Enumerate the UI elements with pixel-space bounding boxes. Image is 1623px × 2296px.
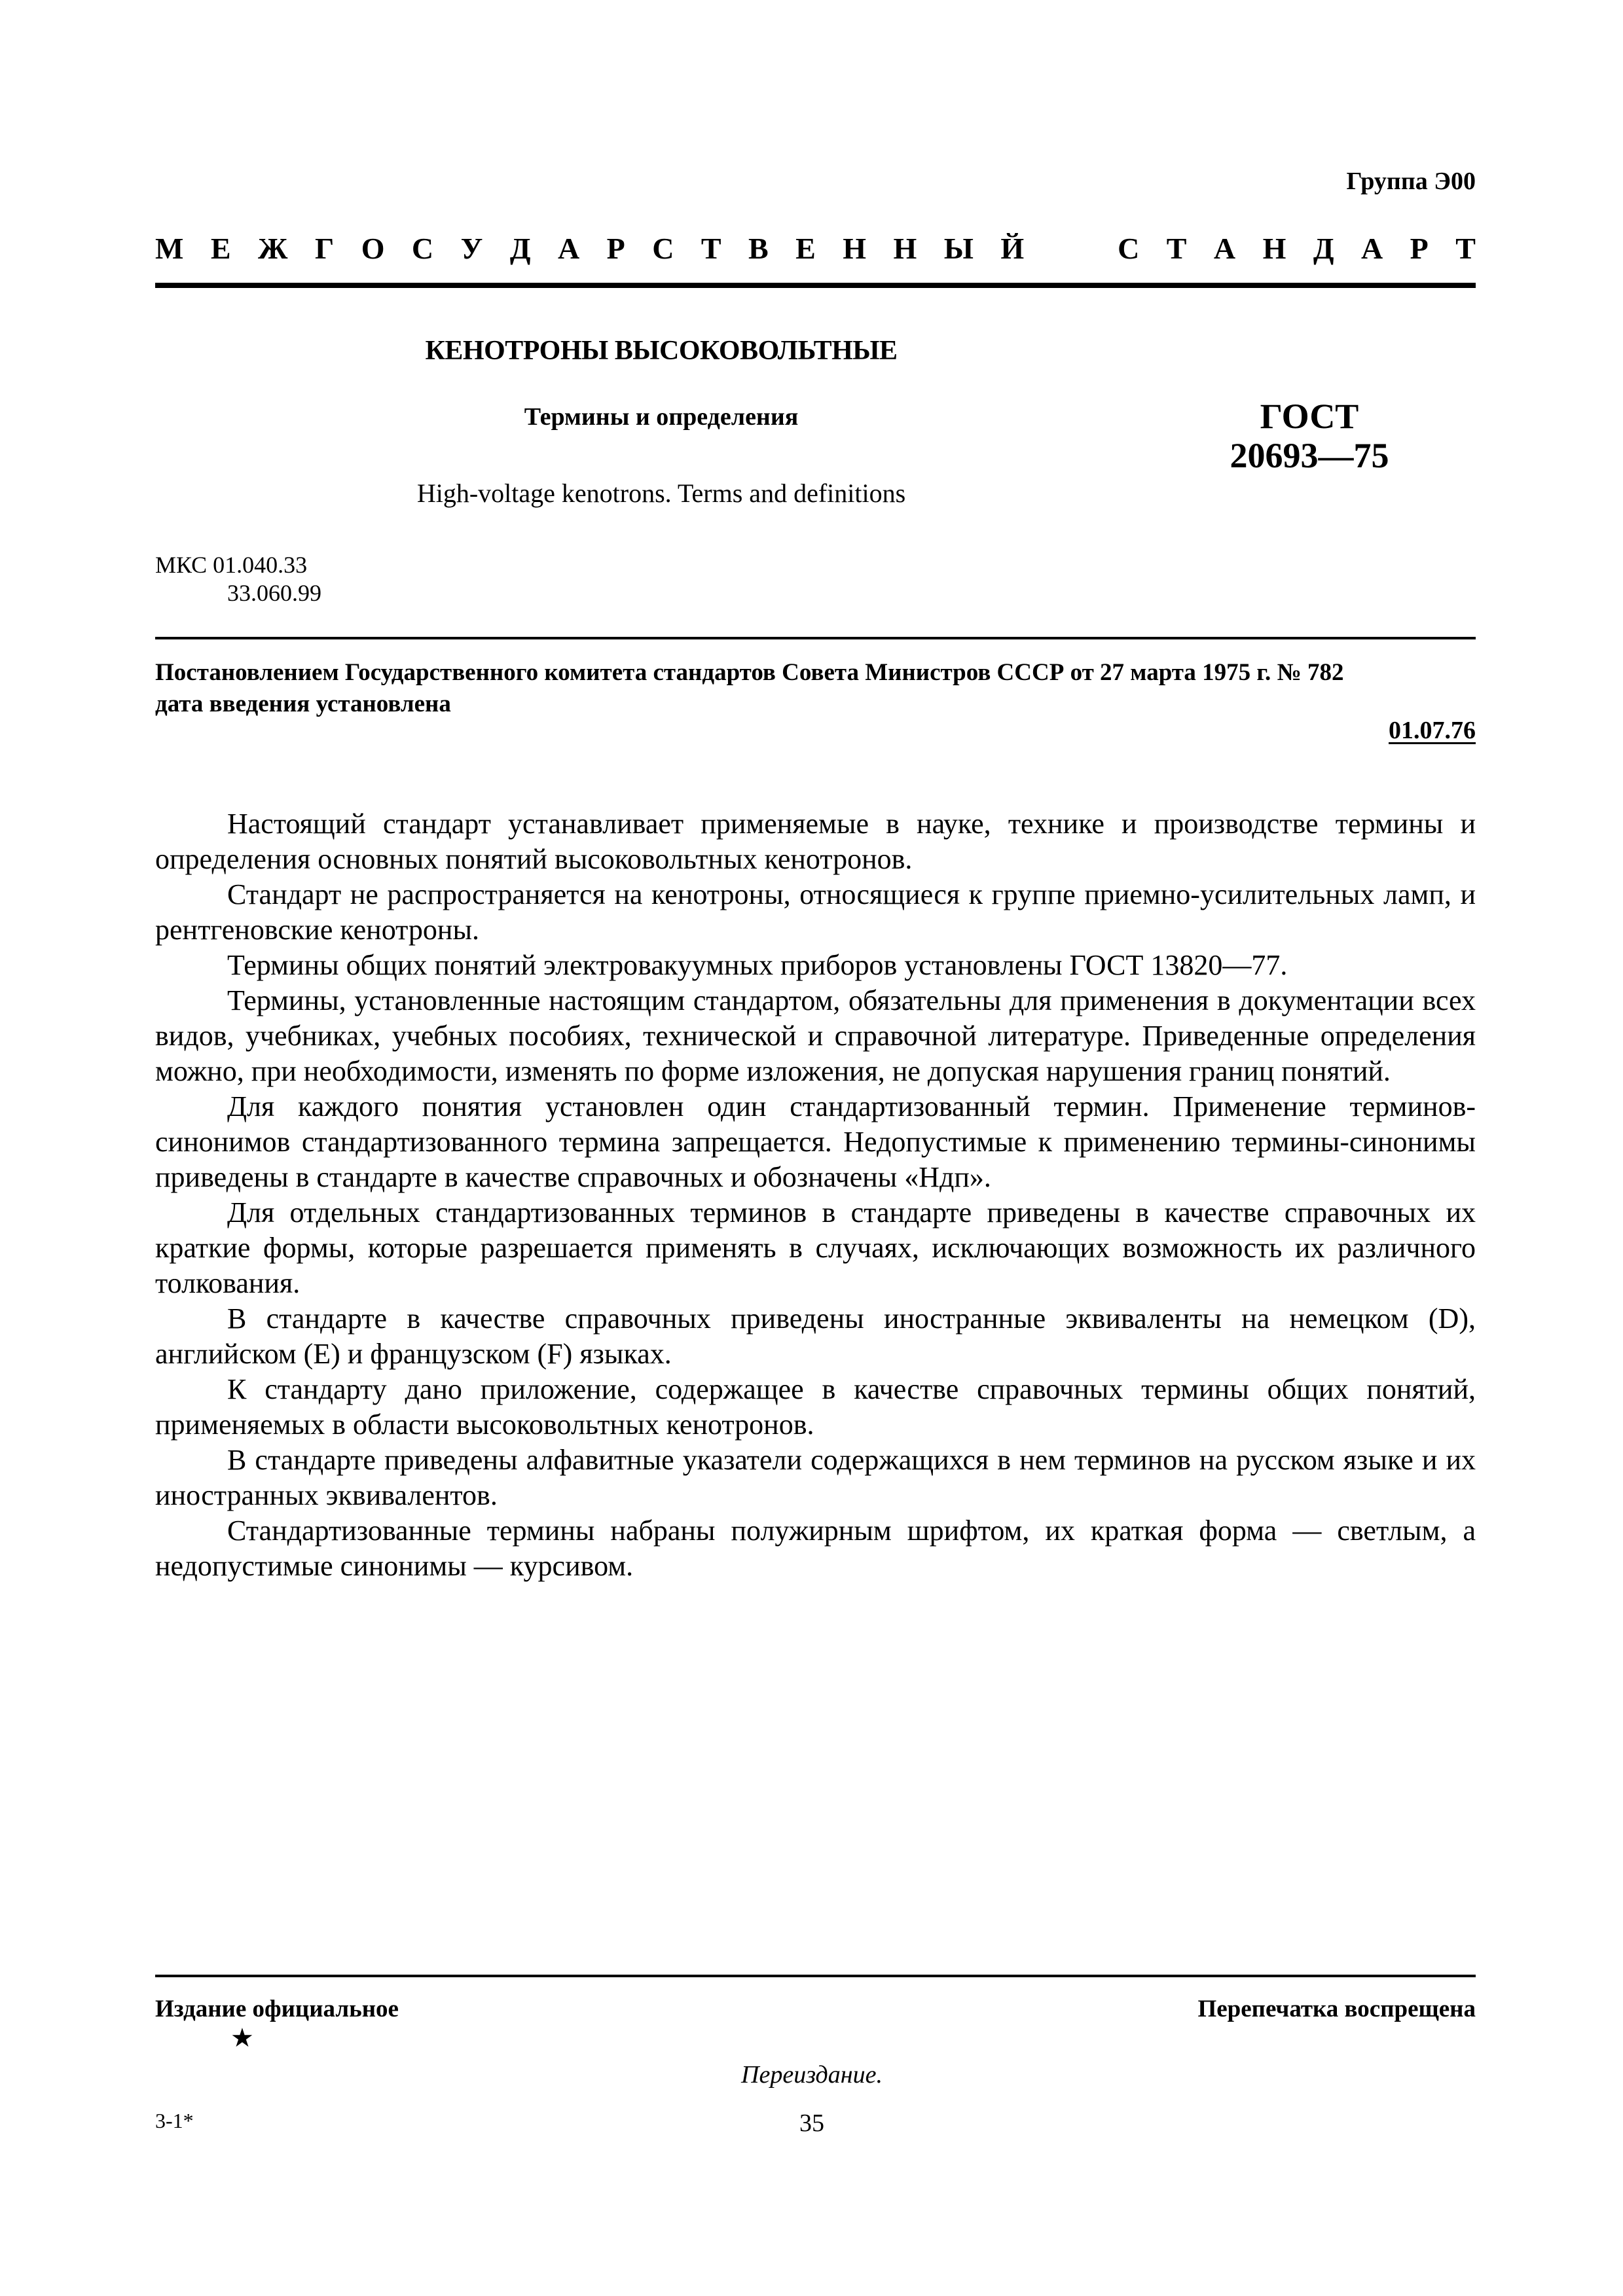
paragraph: Для каждого понятия установлен один стандартизованный термин. Применение терминов-синонимов стандартизованного термина запрещается. Недопустимые к применению термины-синонимы приведены в стандарте в качестве справочных и обозначены «Ндп». [155, 1090, 1476, 1193]
decree-line: Постановлением Государственного комитета стандартов Совета Министров СССР от 27 марта 1975 г. № 782 [155, 659, 1344, 686]
paragraph: Стандарт не распространяется на кенотроны, относящиеся к группе приемно-усилительных ламп, и рентгеновские кенотроны. [155, 878, 1476, 946]
banner-letter: М [155, 232, 184, 265]
paragraph: Настоящий стандарт устанавливает применяемые в науке, технике и производстве термины и определения основных понятий высоковольтных кенотронов. [155, 808, 1476, 875]
print-code: 3-1* [155, 2109, 194, 2132]
banner-letter: Ж [258, 232, 288, 265]
banner-letter: Т [1455, 232, 1476, 265]
banner-letter: Н [1262, 232, 1286, 265]
paragraph: Для отдельных стандартизованных терминов в стандарте приведены в качестве справочных их краткие формы, которые разрешается применять в случаях, исключающих возможность их различного толкования. [155, 1196, 1476, 1299]
english-title: High-voltage kenotrons. Terms and definitions [416, 478, 906, 508]
banner-letter: Н [843, 232, 867, 265]
gost-number: 20693—75 [1230, 436, 1389, 476]
reissue-note: Переиздание. [741, 2061, 883, 2089]
banner-letter: А [557, 232, 580, 265]
gost-label: ГОСТ [1260, 397, 1359, 436]
introduction-date: 01.07.76 [1389, 717, 1476, 744]
banner-letter: В [748, 232, 769, 265]
banner-letter: Е [210, 232, 231, 265]
banner-letter: Г [314, 232, 335, 265]
mks-code-1: МКС 01.040.33 [155, 552, 308, 578]
banner-letter: Н [893, 232, 917, 265]
paragraph: В стандарте приведены алфавитные указатели содержащихся в нем терминов на русском языке и их иностранных эквивалентов. [155, 1444, 1476, 1511]
banner-letter: Д [1313, 232, 1334, 265]
banner-letter: Р [1410, 232, 1429, 265]
gost-designation [1192, 397, 1427, 476]
banner-letter: Т [1166, 232, 1187, 265]
decree-line: дата введения установлена [155, 691, 451, 718]
banner-letter: Д [509, 232, 531, 265]
paragraph: Стандартизованные термины набраны полужирным шрифтом, их краткая форма — светлым, а недопустимые синонимы — курсивом. [155, 1515, 1476, 1582]
banner-letter: Т [701, 232, 721, 265]
page-number: 35 [799, 2109, 824, 2137]
star-icon: ★ [230, 2023, 254, 2053]
paragraph: Термины общих понятий электровакуумных приборов установлены ГОСТ 13820—77. [227, 949, 1288, 981]
header-rule [155, 283, 1476, 288]
banner-letter: Ы [943, 232, 974, 265]
banner-letter: О [361, 232, 385, 265]
reprint-prohibited: Перепечатка воспрещена [1197, 1996, 1476, 2022]
paragraph: Термины, установленные настоящим стандартом, обязательны для применения в документации всех видов, учебниках, учебных пособиях, технической и справочной литературе. Приведенные определения можно, при необходимости, изменять по форме изложения, не допуская нарушения границ понятий. [155, 984, 1476, 1087]
document-title: КЕНОТРОНЫ ВЫСОКОВОЛЬТНЫЕ [425, 336, 898, 366]
footer-rule [155, 1975, 1476, 1977]
banner-letter: С [652, 232, 674, 265]
decree-rule [155, 637, 1476, 639]
paragraph: В стандарте в качестве справочных приведены иностранные эквиваленты на немецком (D), английском (Е) и французском (F) языках. [155, 1302, 1476, 1370]
banner-letter: Е [795, 232, 816, 265]
mks-code-2: 33.060.99 [227, 580, 321, 607]
group-code: Группа Э00 [1346, 168, 1476, 195]
interstate-standard-banner [155, 231, 1476, 266]
official-edition: Издание официальное [155, 1996, 399, 2022]
banner-letter: А [1360, 232, 1383, 265]
banner-letter: С [1118, 232, 1140, 265]
banner-word-gap [1051, 231, 1091, 266]
banner-letter: У [460, 232, 483, 265]
banner-letter: Й [1000, 232, 1025, 265]
body-text [155, 806, 1476, 1584]
mks-classification [155, 551, 321, 607]
document-subtitle: Термины и определения [524, 403, 799, 431]
paragraph: К стандарту дано приложение, содержащее в качестве справочных термины общих понятий, применяемых в области высоковольтных кенотронов. [155, 1373, 1476, 1441]
banner-letter: С [411, 232, 434, 265]
banner-letter: А [1213, 232, 1236, 265]
decree-text [155, 657, 1476, 720]
banner-letter: Р [606, 232, 625, 265]
